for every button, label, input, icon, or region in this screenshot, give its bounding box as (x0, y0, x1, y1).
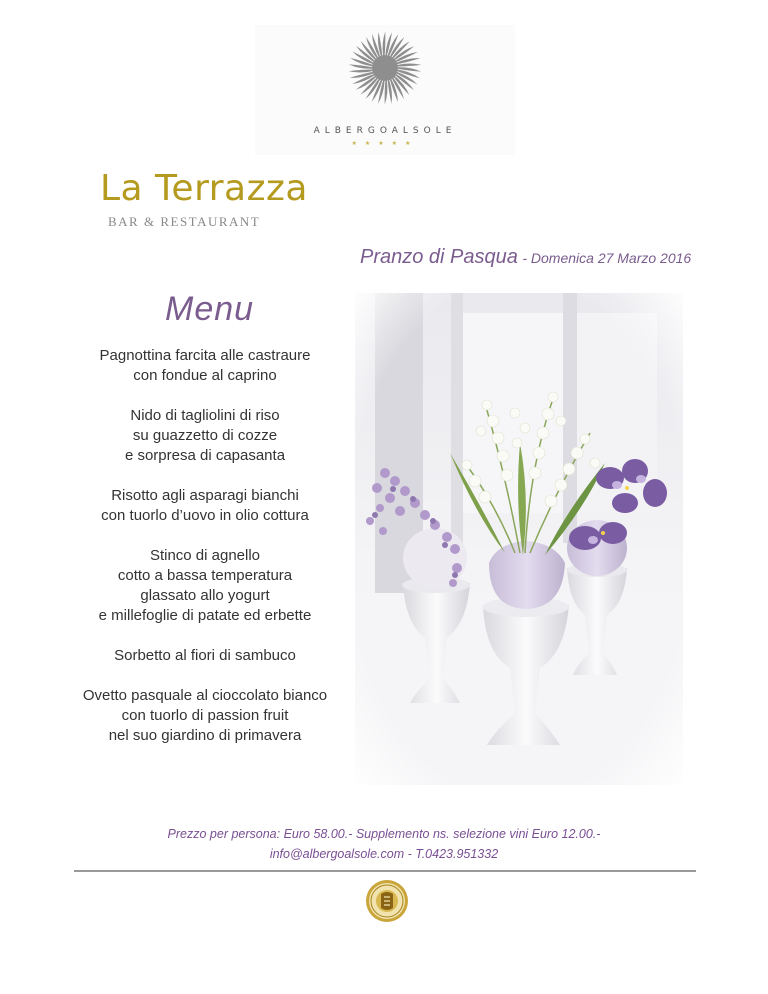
footer-divider (74, 870, 696, 872)
price-line: Prezzo per persona: Euro 58.00.- Supplemento ns. selezione vini Euro 12.00.- (167, 827, 601, 841)
sun-logo-icon (347, 30, 423, 106)
course-line: Nido di tagliolini di riso (130, 407, 280, 424)
course-line: con fondue al caprino (133, 367, 277, 384)
course-item (60, 406, 350, 466)
course-line: Pagnottina farcita alle castraure (99, 347, 311, 364)
footer (0, 824, 768, 864)
course-line: su guazzetto di cozze (132, 427, 278, 444)
course-line: e millefoglie di patate ed erbette (98, 607, 312, 624)
contact-line: info@albergoalsole.com - T.0423.951332 (269, 847, 499, 861)
course-line: con tuorlo d’uovo in olio cottura (101, 507, 309, 524)
course-line: cotto a bassa temperatura (117, 567, 293, 584)
event-title: Pranzo di Pasqua (360, 246, 518, 268)
event-heading (360, 246, 691, 269)
course-line: con tuorlo di passion fruit (121, 707, 289, 724)
course-line: glassato allo yogurt (140, 587, 270, 604)
course-line: e sorpresa di capasanta (124, 447, 286, 464)
course-line: Ovetto pasquale al cioccolato bianco (82, 687, 328, 704)
hotel-name: ALBERGOALSOLE (313, 126, 457, 136)
course-item (60, 546, 350, 626)
restaurant-subtitle: BAR & RESTAURANT (108, 214, 261, 229)
course-list (60, 346, 350, 766)
course-item (60, 646, 350, 666)
restaurant-name: La Terrazza (100, 168, 308, 209)
event-date: - Domenica 27 Marzo 2016 (522, 250, 692, 266)
menu-title: Menu (165, 290, 255, 328)
course-item (60, 486, 350, 526)
hotel-logo (255, 25, 515, 155)
course-line: Sorbetto al fiori di sambuco (114, 647, 296, 664)
hotel-stars: ★★★★★ (351, 141, 419, 147)
easter-flowers-photo (355, 293, 683, 785)
course-line: Risotto agli asparagi bianchi (111, 487, 299, 504)
seal-emblem-icon (364, 878, 410, 924)
course-item (60, 686, 350, 746)
course-item (60, 346, 350, 386)
course-line: nel suo giardino di primavera (108, 727, 302, 744)
course-line: Stinco di agnello (149, 547, 261, 564)
